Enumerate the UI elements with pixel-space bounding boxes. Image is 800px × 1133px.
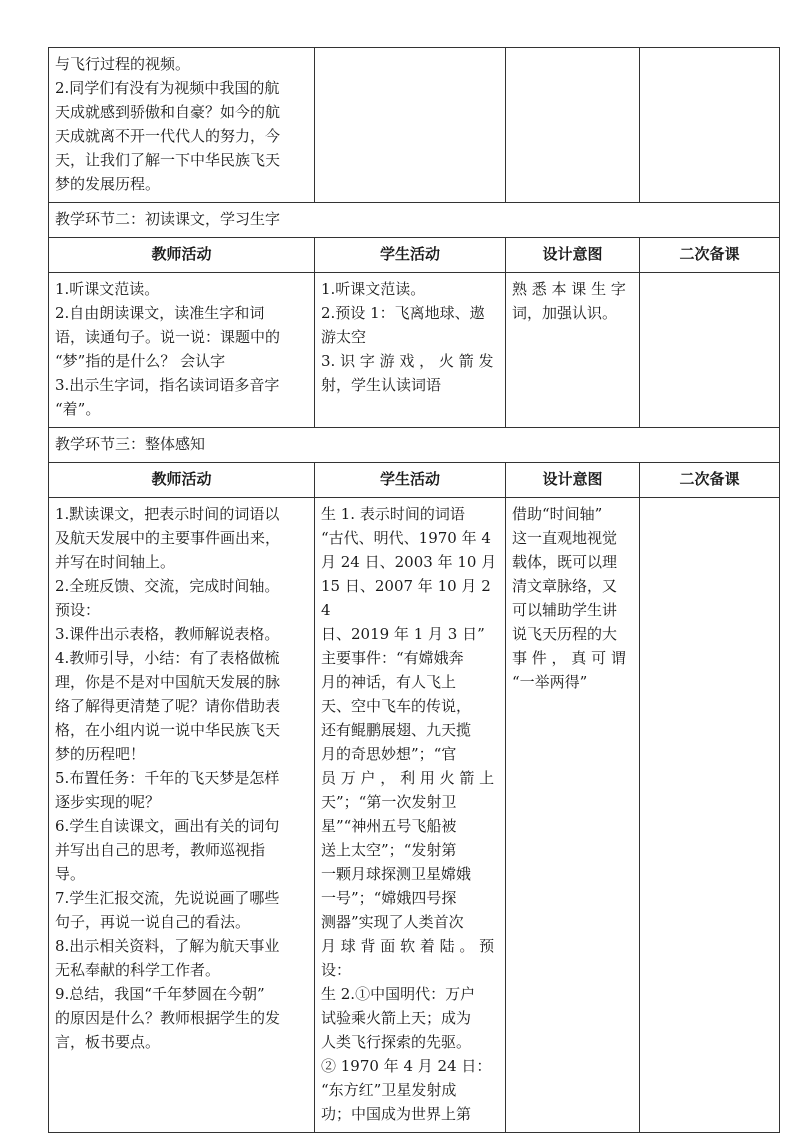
cell-text-line: 言，板书要点。 xyxy=(55,1033,161,1051)
cell-text-line: 可以辅助学生讲 xyxy=(512,601,618,619)
cell-text-line: 理，你是不是对中国航天发展的脉 xyxy=(55,673,281,691)
cell-text-line: 生 1. 表示时间的词语 xyxy=(321,505,465,523)
cell-text-line: 测器”实现了人类首次 xyxy=(321,913,464,931)
cell-text-line: “梦”指的是什么？ 会认字 xyxy=(55,352,226,370)
cell-text-line: 月 球 背 面 软 着 陆 。 预 xyxy=(321,937,495,955)
cell-text-line: 天，让我们了解一下中华民族飞天 xyxy=(55,151,281,169)
cell-text-line: 的原因是什么？教师根据学生的发 xyxy=(55,1009,281,1027)
cell-text-line: 这一直观地视觉 xyxy=(512,529,618,547)
cell-text-line: 2.预设 1：飞离地球、遨 xyxy=(321,304,485,322)
header-row xyxy=(49,463,780,498)
table-row xyxy=(49,273,780,428)
header-student-activity: 学生活动 xyxy=(315,238,506,273)
cell-text-line: 射，学生认读词语 xyxy=(321,376,442,394)
cell-text-line: 事 件 ， 真 可 谓 xyxy=(512,649,626,667)
design-intent-cell xyxy=(506,48,640,203)
second-prep-cell xyxy=(640,273,780,428)
design-intent-cell xyxy=(506,273,640,428)
teacher-activity-cell xyxy=(49,48,315,203)
cell-text-line: 一号”；“嫦娥四号探 xyxy=(321,889,457,907)
cell-text-line: 主要事件：“有嫦娥奔 xyxy=(321,649,464,667)
cell-text-line: 逐步实现的呢？ xyxy=(55,793,161,811)
cell-text-line: 设： xyxy=(321,961,352,979)
cell-text-line: 员 万 户 ， 利 用 火 箭 上 xyxy=(321,769,495,787)
cell-text-line: 试验乘火箭上天；成为 xyxy=(321,1009,472,1027)
cell-text-line: 8.出示相关资料，了解为航天事业 xyxy=(55,937,280,955)
cell-text-line: 语，读通句子。说一说：课题中的 xyxy=(55,328,281,346)
table-row xyxy=(49,498,780,1133)
teacher-activity-cell xyxy=(49,273,315,428)
cell-text-line: 2.同学们有没有为视频中我国的航 xyxy=(55,79,280,97)
second-prep-cell xyxy=(640,498,780,1133)
cell-text-line: 送上太空”；“发射第 xyxy=(321,841,457,859)
cell-text-line: 星”“神州五号飞船被 xyxy=(321,817,457,835)
cell-text-line: “东方红”卫星发射成 xyxy=(321,1081,457,1099)
cell-text-line: 借助“时间轴” xyxy=(512,505,603,523)
header-teacher-activity: 教师活动 xyxy=(49,238,315,273)
header-teacher-activity: 教师活动 xyxy=(49,463,315,498)
cell-text-line: 2.全班反馈、交流，完成时间轴。 xyxy=(55,577,280,595)
cell-text-line: 格，在小组内说一说中华民族飞天 xyxy=(55,721,281,739)
cell-text-line: 清文章脉络，又 xyxy=(512,577,618,595)
header-student-activity: 学生活动 xyxy=(315,463,506,498)
second-prep-cell xyxy=(640,48,780,203)
cell-text-line: 天、空中飞车的传说， xyxy=(321,697,472,715)
lesson-plan-table xyxy=(48,47,780,1133)
cell-text-line: 天成就感到骄傲和自豪？如今的航 xyxy=(55,103,281,121)
cell-text-line: 3.出示生字词，指名读词语多音字 xyxy=(55,376,280,394)
cell-text-line: 游太空 xyxy=(321,328,367,346)
cell-text-line: 1.默读课文，把表示时间的词语以 xyxy=(55,505,280,523)
section-title-3: 教学环节三：整体感知 xyxy=(49,428,780,463)
cell-text-line: “着”。 xyxy=(55,400,101,418)
teacher-activity-cell xyxy=(49,498,315,1133)
cell-text-line: 2.自由朗读课文，读准生字和词 xyxy=(55,304,265,322)
student-activity-cell xyxy=(315,273,506,428)
header-second-prep: 二次备课 xyxy=(640,463,780,498)
cell-text-line: 5.布置任务：千年的飞天梦是怎样 xyxy=(55,769,280,787)
cell-text-line: 3.课件出示表格，教师解说表格。 xyxy=(55,625,280,643)
header-design-intent: 设计意图 xyxy=(506,463,640,498)
header-second-prep: 二次备课 xyxy=(640,238,780,273)
cell-text-line: “古代、明代、1970 年 4 xyxy=(321,529,491,547)
design-intent-cell xyxy=(506,498,640,1133)
cell-text-line: 并写出自己的思考，教师巡视指 xyxy=(55,841,266,859)
section-row xyxy=(49,428,780,463)
cell-text-line: 月 24 日、2003 年 10 月 xyxy=(321,553,497,571)
cell-text-line: 句子，再说一说自己的看法。 xyxy=(55,913,251,931)
cell-text-line: 3. 识 字 游 戏 ， 火 箭 发 xyxy=(321,352,494,370)
cell-text-line: 梦的发展历程。 xyxy=(55,175,161,193)
cell-text-line: 月的神话，有人飞上 xyxy=(321,673,457,691)
cell-text-line: 与飞行过程的视频。 xyxy=(55,55,191,73)
cell-text-line: 导。 xyxy=(55,865,86,883)
cell-text-line: 无私奉献的科学工作者。 xyxy=(55,961,221,979)
cell-text-line: 预设： xyxy=(55,601,101,619)
cell-text-line: 说飞天历程的大 xyxy=(512,625,618,643)
student-activity-cell xyxy=(315,48,506,203)
cell-text-line: 载体，既可以理 xyxy=(512,553,618,571)
cell-text-line: 及航天发展中的主要事件画出来， xyxy=(55,529,281,547)
cell-text-line: 7.学生汇报交流，先说说画了哪些 xyxy=(55,889,280,907)
cell-text-line: “一举两得” xyxy=(512,673,588,691)
cell-text-line: 月的奇思妙想”；“官 xyxy=(321,745,457,763)
cell-text-line: 天成就离不开一代代人的努力，今 xyxy=(55,127,281,145)
cell-text-line: 词，加强认识。 xyxy=(512,304,618,322)
cell-text-line: 6.学生自读课文，画出有关的词句 xyxy=(55,817,280,835)
cell-text-line: 15 日、2007 年 10 月 24 xyxy=(321,577,491,619)
cell-text-line: 一颗月球探测卫星嫦娥 xyxy=(321,865,472,883)
section-title-2: 教学环节二：初读课文，学习生字 xyxy=(49,203,780,238)
section-row xyxy=(49,203,780,238)
cell-text-line: 4.教师引导，小结：有了表格做梳 xyxy=(55,649,280,667)
header-row xyxy=(49,238,780,273)
cell-text-line: 日、2019 年 1 月 3 日” xyxy=(321,625,485,643)
cell-text-line: 络了解得更清楚了呢？请你借助表 xyxy=(55,697,281,715)
cell-text-line: 梦的历程吧！ xyxy=(55,745,146,763)
cell-text-line: 人类飞行探索的先驱。 xyxy=(321,1033,472,1051)
cell-text-line: 天”；“第一次发射卫 xyxy=(321,793,457,811)
cell-text-line: 熟 悉 本 课 生 字 xyxy=(512,280,626,298)
student-activity-cell xyxy=(315,498,506,1133)
table-row xyxy=(49,48,780,203)
cell-text-line: 9.总结，我国“千年梦圆在今朝” xyxy=(55,985,265,1003)
cell-text-line: 还有鲲鹏展翅、九天揽 xyxy=(321,721,472,739)
header-design-intent: 设计意图 xyxy=(506,238,640,273)
cell-text-line: ② 1970 年 4 月 24 日： xyxy=(321,1057,492,1075)
cell-text-line: 并写在时间轴上。 xyxy=(55,553,176,571)
cell-text-line: 1.听课文范读。 xyxy=(321,280,426,298)
cell-text-line: 1.听课文范读。 xyxy=(55,280,160,298)
cell-text-line: 生 2.①中国明代：万户 xyxy=(321,985,476,1003)
cell-text-line: 功；中国成为世界上第 xyxy=(321,1105,472,1123)
